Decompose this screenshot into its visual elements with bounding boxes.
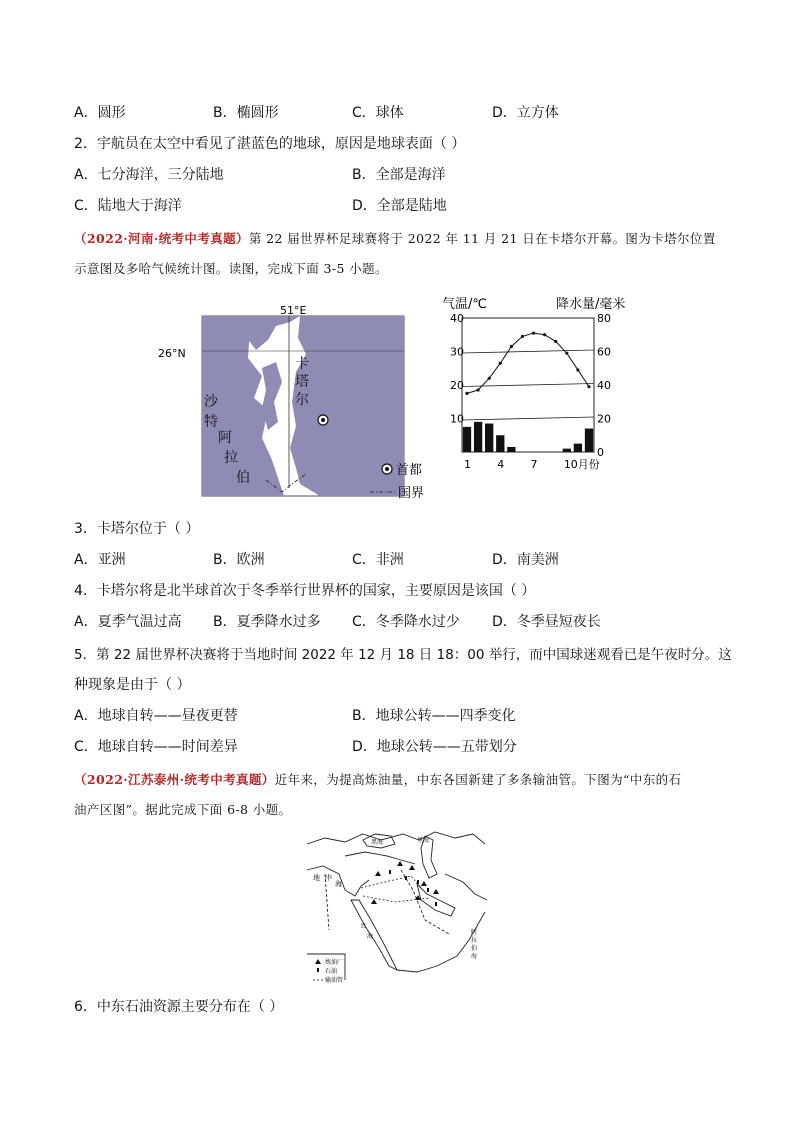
q5-option-a: A．地球自转——昼夜更替	[74, 708, 238, 724]
y-left-tick-30: 30	[450, 345, 464, 359]
x-tick-7: 7	[530, 458, 538, 471]
chart-title-right: 降水量/毫米	[556, 297, 626, 312]
arabian-sea-label-3: 伯	[471, 945, 478, 952]
q2-option-c: C．陆地大于海洋	[74, 198, 182, 214]
legend-capital-label: 首都	[396, 463, 423, 478]
saudi-label-3: 阿	[218, 430, 232, 446]
q4-stem: 4．卡塔尔将是北半球首次于冬季举行世界杯的国家，主要原因是该国（ ）	[74, 583, 536, 599]
precip-bar-4	[496, 435, 504, 452]
qatar-label-1: 卡	[295, 356, 309, 372]
precip-bar-12	[585, 429, 593, 452]
intro1-source: （2022·河南·统考中考真题）	[74, 231, 249, 246]
temp-point-8	[543, 333, 546, 336]
dashed-border	[325, 870, 449, 934]
legend-oil-icon	[317, 968, 319, 972]
q5-stem-line2: 种现象是由于（ ）	[74, 677, 191, 693]
saudi-label-4: 拉	[224, 450, 238, 466]
temp-point-9	[554, 340, 557, 343]
legend-refinery-icon	[315, 959, 321, 964]
q4-option-a: A．夏季气温过高	[74, 614, 182, 630]
x-tick-4: 4	[497, 458, 505, 471]
qatar-label-3: 尔	[295, 392, 309, 408]
q1-option-d: D．立方体	[492, 105, 559, 121]
precip-bar-3	[485, 424, 493, 452]
q2-option-d: D．全部是陆地	[352, 198, 447, 214]
q3-option-a: A．亚洲	[74, 552, 126, 568]
q5-option-b: B．地球公转——四季变化	[352, 708, 516, 724]
legend-pipeline-label: 输油管	[325, 977, 344, 984]
gulf-shape	[417, 884, 455, 916]
legend-capital-icon	[382, 464, 392, 474]
q6-stem: 6．中东石油资源主要分布在（ ）	[74, 999, 284, 1015]
qatar-label-2: 塔	[295, 374, 309, 390]
north-coast	[307, 832, 485, 844]
y-right-tick-20: 20	[597, 412, 611, 426]
q2-option-b: B．全部是海洋	[352, 167, 446, 183]
temp-point-10	[565, 352, 568, 355]
q5-stem-line1: 5．第 22 届世界杯决赛将于当地时间 2022 年 12 月 18 日 18：00 举行，而中国球迷观看已是午夜时分。这	[74, 647, 732, 663]
q2-option-a: A．七分海洋，三分陆地	[74, 167, 224, 183]
y-left-tick-40: 40	[450, 312, 464, 325]
temp-point-1	[465, 392, 468, 395]
q3-option-d: D．南美洲	[492, 552, 559, 568]
x-tick-1: 1	[464, 458, 471, 471]
saudi-label-1: 沙	[204, 394, 218, 410]
oil-markers	[389, 870, 437, 906]
legend-refinery-label: 炼油厂	[325, 959, 344, 966]
y-right-tick-40: 40	[597, 379, 611, 392]
q5-option-d: D．地球公转——五带划分	[352, 739, 517, 755]
intro2-source: （2022·江苏泰州·统考中考真题）	[74, 772, 275, 787]
intro1-line2: 示意图及多哈气候统计图。读图，完成下面 3-5 小题。	[74, 261, 388, 276]
intro1-text: 第 22 届世界杯足球赛将于 2022 年 11 月 21 日在卡塔尔开幕。图为卡塔尔位置	[248, 231, 716, 246]
arabian-sea-label-1: 阿	[471, 929, 478, 936]
precip-bar-5	[507, 447, 515, 452]
temp-point-12	[587, 385, 590, 388]
temp-point-4	[499, 362, 502, 365]
longitude-label: 51°E	[280, 304, 307, 317]
precip-bar-1	[463, 427, 471, 452]
saudi-label-2: 特	[204, 414, 218, 430]
caspian-sea-label: 里海	[417, 837, 430, 844]
gridline-30	[462, 350, 594, 353]
latitude-label: 26°N	[158, 347, 186, 360]
temp-point-3	[488, 377, 491, 380]
q1-option-c: C．球体	[352, 105, 404, 121]
qatar-location-map	[150, 298, 440, 508]
anatolia-coast	[345, 852, 415, 864]
med-sea-label-2: 中	[325, 874, 332, 882]
legend-border-label: 国界	[398, 486, 425, 501]
doha-climate-chart	[440, 290, 640, 505]
intro2-text: 近年来，为提高炼油量，中东各国新建了多条输油管。下图为“中东的石	[274, 772, 682, 787]
intro2-line2: 油产区图”。据此完成下面 6-8 小题。	[74, 802, 292, 817]
arabian-sea-label-2: 拉	[471, 937, 478, 944]
q4-option-c: C．冬季降水过少	[352, 614, 460, 630]
intro1-line1	[74, 230, 716, 248]
arabian-sea-label-4: 海	[471, 953, 478, 960]
q3-stem: 3．卡塔尔位于（ ）	[74, 521, 200, 537]
red-sea-label-1: 红	[361, 923, 368, 930]
precip-bar-11	[574, 444, 582, 452]
refinery-markers	[371, 861, 439, 904]
med-sea-label-3: 海	[335, 880, 342, 888]
med-sea-label-1: 地	[313, 874, 320, 882]
black-sea-label: 黑海	[371, 839, 384, 846]
temp-point-2	[476, 388, 479, 391]
y-left-tick-20: 20	[450, 379, 464, 392]
temp-point-7	[532, 331, 535, 334]
q1-option-b: B．椭圆形	[213, 105, 279, 121]
q3-option-b: B．欧洲	[213, 552, 265, 568]
y-left-tick-10: 10	[450, 412, 464, 426]
red-sea-label-2: 海	[367, 933, 374, 940]
saudi-label-5: 伯	[236, 470, 250, 486]
gridline-10	[462, 417, 594, 420]
q4-option-b: B．夏季降水过多	[213, 614, 321, 630]
y-right-tick-60: 60	[597, 345, 611, 359]
precip-bar-2	[474, 422, 482, 452]
y-right-tick-0: 0	[597, 446, 604, 459]
middle-east-oil-map	[305, 830, 490, 990]
x-tick-10: 10月份	[563, 458, 600, 471]
q4-option-d: D．冬季昼短夜长	[492, 614, 601, 630]
chart-title-left: 气温/℃	[442, 297, 487, 312]
temp-point-11	[576, 368, 579, 371]
q5-option-c: C．地球自转——时间差异	[74, 739, 238, 755]
iran-coast	[445, 874, 487, 900]
precip-bar-10	[563, 449, 571, 452]
temp-point-6	[521, 335, 524, 338]
intro2-line1	[74, 771, 681, 789]
q1-option-a: A．圆形	[74, 105, 126, 121]
q3-option-c: C．非洲	[352, 552, 404, 568]
legend-oil-label: 石油	[325, 968, 338, 975]
y-right-tick-80: 80	[597, 312, 611, 325]
q2-stem: 2．宇航员在太空中看见了湛蓝色的地球，原因是地球表面（ ）	[74, 136, 466, 152]
red-sea-shape	[351, 900, 397, 970]
temp-point-5	[510, 345, 513, 348]
capital-icon	[318, 415, 328, 425]
